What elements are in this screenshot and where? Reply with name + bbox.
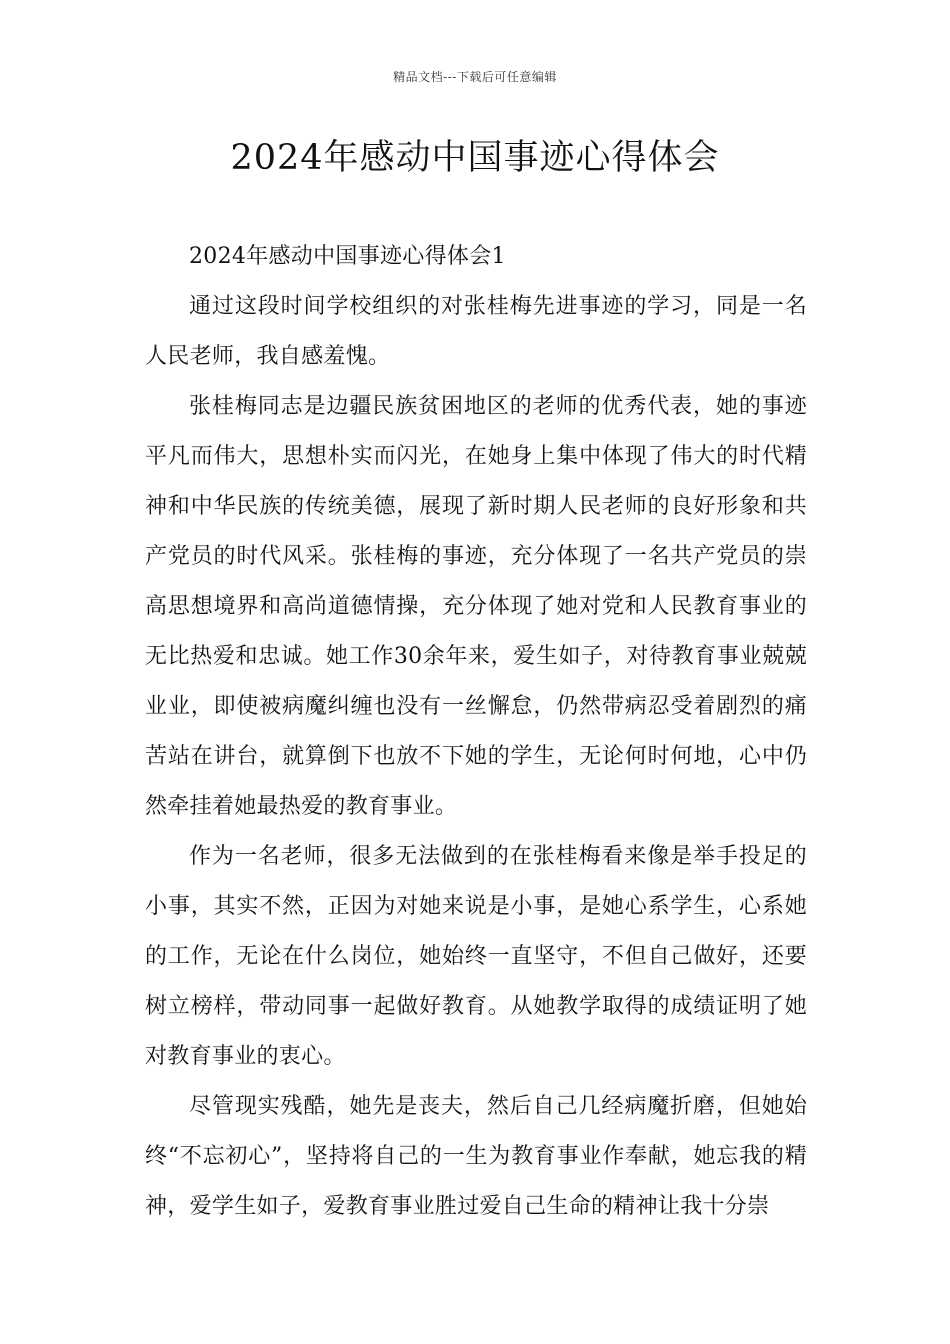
body-paragraph: 张桂梅同志是边疆民族贫困地区的老师的优秀代表，她的事迹平凡而伟大，思想朴实而闪光，在她身上集中体现了伟大的时代精神和中华民族的传统美德，展现了新时期人民老师的良好形象和共产党员的时代风采。张桂梅的事迹，充分体现了一名共产党员的崇高思想境界和高尚道德情操，充分体现了她对党和人民教育事业的无比热爱和忠诚。她工作30余年来，爱生如子，对待教育事业兢兢业业，即使被病魔纠缠也没有一丝懈怠，仍然带病忍受着剧烈的痛苦站在讲台，就算倒下也放不下她的学生，无论何时何地，心中仍然牵挂着她最热爱的教育事业。 <box>145 394 807 819</box>
page-header: 精品文档---下载后可任意编辑 <box>393 70 557 84</box>
document-body <box>145 232 807 1232</box>
body-paragraph: 作为一名老师，很多无法做到的在张桂梅看来像是举手投足的小事，其实不然，正因为对她来说是小事，是她心系学生，心系她的工作，无论在什么岗位，她始终一直坚守，不但自己做好，还要树立榜样，带动同事一起做好教育。从她教学取得的成绩证明了她对教育事业的衷心。 <box>145 844 807 1069</box>
document-title: 2024年感动中国事迹心得体会 <box>230 138 720 178</box>
subtitle-paragraph: 2024年感动中国事迹心得体会1 <box>189 244 506 269</box>
body-paragraph: 尽管现实残酷，她先是丧夫，然后自己几经病魔折磨，但她始终“不忘初心”，坚持将自己的一生为教育事业作奉献，她忘我的精神，爱学生如子，爱教育事业胜过爱自己生命的精神让我十分崇 <box>145 1094 807 1219</box>
body-paragraph: 通过这段时间学校组织的对张桂梅先进事迹的学习，同是一名人民老师，我自感羞愧。 <box>145 294 807 369</box>
